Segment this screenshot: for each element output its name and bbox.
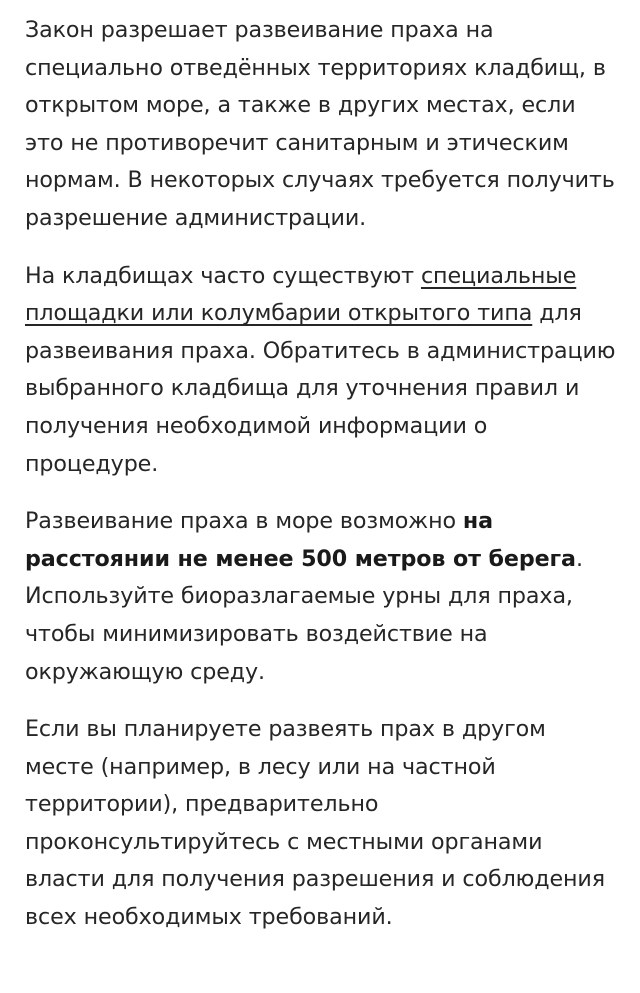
distance-emphasis: на расстоянии не менее 500 метров от берега (25, 508, 576, 572)
paragraph-law (25, 12, 620, 238)
paragraph-cemetery-text-before: На кладбищах часто существуют (25, 262, 421, 289)
paragraph-cemetery-text-after: для развеивания праха. Обратитесь в администрацию выбранного кладбища для уточнения правил и получения необходимой информации о процедуре. (25, 300, 616, 477)
paragraph-other-places (25, 711, 620, 937)
paragraph-sea (25, 503, 620, 691)
paragraph-cemetery (25, 258, 620, 484)
paragraph-sea-text-before: Развеивание праха в море возможно (25, 508, 463, 535)
columbarium-link[interactable]: специальные площадки или колумбарии открытого типа (25, 262, 577, 327)
paragraph-law-text: Закон разрешает развеивание праха на специально отведённых территориях кладбищ, в открытом море, а также в других местах, если это не противоречит санитарным и этическим нормам. В некоторых случаях требуется получить разрешение администрации. (25, 17, 615, 231)
paragraph-sea-text-after: . Используйте биоразлагаемые урны для праха, чтобы минимизировать воздействие на окружающую среду. (25, 545, 583, 685)
paragraph-other-places-text: Если вы планируете развеять прах в другом месте (например, в лесу или на частной территории), предварительно проконсультируйтесь с местными органами власти для получения разрешения и соблюдения всех необходимых требований. (25, 716, 605, 931)
